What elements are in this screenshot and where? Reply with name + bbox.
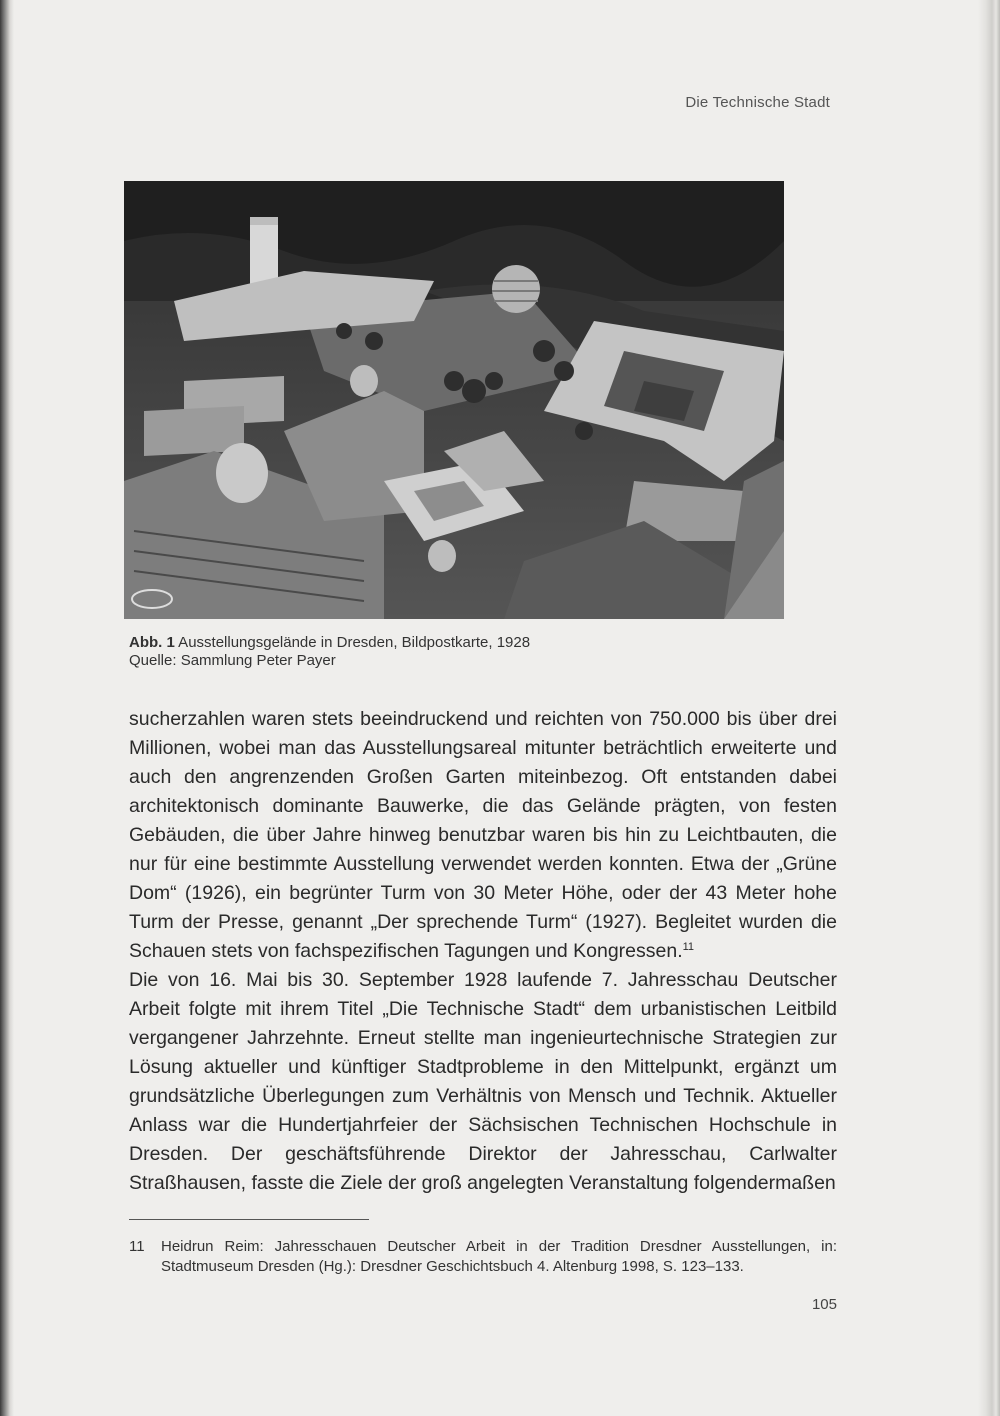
footnote (129, 1237, 837, 1277)
footnote-number: 11 (129, 1238, 145, 1255)
running-head: Die Technische Stadt (685, 94, 830, 111)
paragraph-1-text: sucherzahlen waren stets beeindruckend und reichten von 750.000 bis über drei Millionen, wobei man das Ausstellungsareal mitunter beträchtlich erweiterte und auch den angrenzenden Großen Garten miteinbezog. Oft entstanden dabei architektonisch dominante Bauwerke, die das Gelände prägten, von festen Gebäuden, die über Jahre hinweg benutzbar waren bis hin zu Leichtbauten, die nur für eine bestimmte Ausstellung verwendet werden konnten. Etwa der „Grüne Dom“ (1926), ein begrünter Turm von 30 Meter Höhe, oder der 43 Meter hohe Turm der Presse, genannt „Der sprechende Turm“ (1927). Begleitet wurden die Schauen stets von fachspezifischen Tagungen und Kongressen. (129, 708, 837, 962)
footnote-text: Heidrun Reim: Jahresschauen Deutscher Arbeit in der Tradition Dresdner Ausstellungen, in: Stadtmuseum Dresden (Hg.): Dresdner Geschichtsbuch 4. Altenburg 1998, S. 123–133. (161, 1238, 837, 1275)
paragraph-1 (129, 705, 837, 966)
sphere-house (492, 265, 540, 313)
figure-label: Abb. 1 (129, 634, 175, 651)
figure-caption (129, 634, 769, 670)
page-number: 105 (811, 1296, 837, 1313)
body-text (129, 705, 837, 1198)
aerial-photo (124, 181, 784, 619)
figure-caption-text: Ausstellungsgelände in Dresden, Bildpostkarte, 1928 (174, 634, 531, 651)
footnote-reference[interactable]: 11 (682, 941, 695, 953)
page-edge-right (978, 0, 1000, 1416)
dome-shape (216, 443, 268, 503)
figure-source: Quelle: Sammlung Peter Payer (129, 652, 336, 669)
page-edge-left (0, 0, 14, 1416)
paragraph-2: Die von 16. Mai bis 30. September 1928 laufende 7. Jahresschau Deutscher Arbeit folgte mit ihrem Titel „Die Technische Stadt“ dem urbanistischen Leitbild vergangener Jahrzehnte. Erneut stellte man ingenieurtechnische Strategien zur Lösung aktueller und künftiger Stadtprobleme in den Mittelpunkt, ergänzt um grundsätzliche Überlegungen zum Verhältnis von Mensch und Technik. Aktueller Anlass war die Hundertjahrfeier der Sächsischen Technischen Hochschule in Dresden. Der geschäftsführende Direktor der Jahresschau, Carlwalter Straßhausen, fasste die Ziele der groß angelegten Veranstaltung folgendermaßen (129, 969, 837, 1194)
footnote-divider (129, 1219, 369, 1220)
